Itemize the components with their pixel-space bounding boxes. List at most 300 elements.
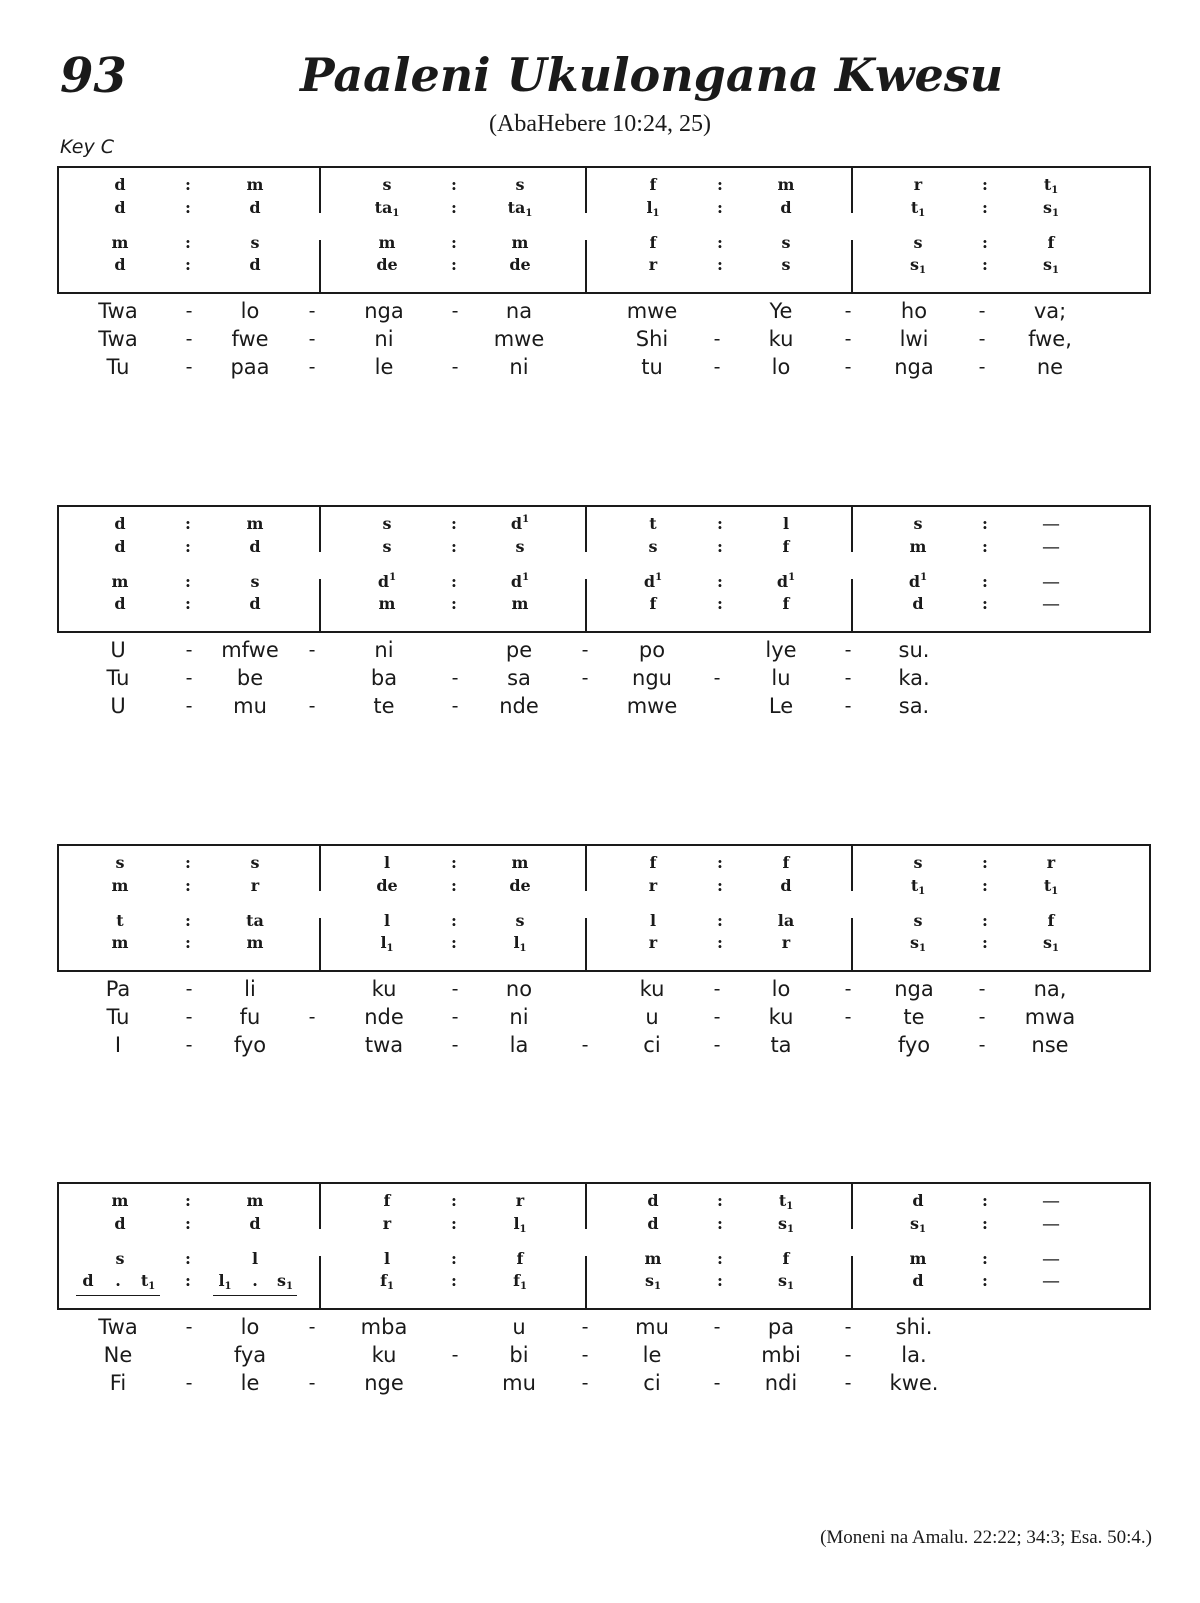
lyric-syllable: ni bbox=[509, 1005, 529, 1029]
lyric-syllable: ndi bbox=[764, 1371, 798, 1395]
lyric-syllable: be bbox=[236, 666, 264, 690]
beat-separator: : bbox=[982, 1191, 988, 1210]
beat-separator: : bbox=[982, 933, 988, 952]
lyric-syllable: Ne bbox=[103, 1343, 133, 1367]
half-beat-underline bbox=[76, 1295, 160, 1296]
note: d bbox=[249, 198, 261, 217]
note: r bbox=[382, 1214, 392, 1233]
lyric-syllable: nge bbox=[364, 1371, 404, 1395]
lyric-syllable: ne bbox=[1036, 355, 1064, 379]
syllable-hyphen: - bbox=[185, 695, 193, 717]
beat-separator: : bbox=[451, 255, 457, 274]
lyric-syllable: lo bbox=[771, 977, 791, 1001]
beat-separator: : bbox=[185, 1214, 191, 1233]
syllable-hyphen: - bbox=[844, 1006, 852, 1028]
note: f bbox=[649, 175, 657, 194]
lyric-syllable: ni bbox=[374, 327, 394, 351]
barline bbox=[851, 579, 853, 631]
barline bbox=[585, 1256, 587, 1308]
note: m bbox=[111, 1191, 129, 1210]
beat-separator: : bbox=[185, 198, 191, 217]
lyric-syllable: nga bbox=[894, 355, 934, 379]
note: $t_1$ bbox=[778, 1191, 794, 1212]
barline bbox=[585, 1182, 587, 1229]
syllable-hyphen: - bbox=[581, 667, 589, 689]
lyric-syllable: na bbox=[505, 299, 533, 323]
beat-separator: : bbox=[185, 933, 191, 952]
note: — bbox=[1042, 514, 1060, 535]
syllable-hyphen: - bbox=[978, 978, 986, 1000]
beat-separator: : bbox=[185, 514, 191, 533]
note: m bbox=[246, 1191, 264, 1210]
lyric-syllable: shi. bbox=[895, 1315, 933, 1339]
barline bbox=[585, 844, 587, 891]
note: $s_1$ bbox=[910, 1214, 926, 1235]
barline bbox=[319, 579, 321, 631]
beat-separator: : bbox=[185, 175, 191, 194]
lyric-syllable: Twa bbox=[98, 1315, 138, 1339]
note: m bbox=[777, 175, 795, 194]
lyric-syllable: nde bbox=[364, 1005, 404, 1029]
beat-separator: : bbox=[451, 933, 457, 952]
note: $d^1$ bbox=[377, 572, 397, 591]
beat-separator: : bbox=[451, 853, 457, 872]
note: $d^1$ bbox=[643, 572, 663, 591]
syllable-hyphen: - bbox=[185, 1034, 193, 1056]
beat-separator: : bbox=[717, 1191, 723, 1210]
hymn-title: Paaleni Ukulongana Kwesu bbox=[300, 48, 1004, 102]
note: r bbox=[1046, 853, 1056, 872]
beat-separator: : bbox=[717, 233, 723, 252]
lyric-syllable: po bbox=[638, 638, 666, 662]
note: $d^1$ bbox=[908, 572, 928, 591]
syllable-hyphen: - bbox=[185, 667, 193, 689]
syllable-hyphen: - bbox=[581, 639, 589, 661]
lyric-syllable: fwe bbox=[231, 327, 269, 351]
beat-separator: : bbox=[451, 233, 457, 252]
lyric-syllable: fyo bbox=[233, 1033, 267, 1057]
lyric-syllable: u bbox=[645, 1005, 659, 1029]
lyric-syllable: ni bbox=[509, 355, 529, 379]
beat-separator: : bbox=[185, 255, 191, 274]
lyric-syllable: pe bbox=[505, 638, 533, 662]
note: d bbox=[249, 537, 261, 556]
lyric-syllable: ni bbox=[374, 638, 394, 662]
syllable-hyphen: - bbox=[185, 1316, 193, 1338]
beat-separator: : bbox=[717, 537, 723, 556]
beat-separator: : bbox=[982, 255, 988, 274]
syllable-hyphen: - bbox=[978, 1034, 986, 1056]
lyric-syllable: ba bbox=[370, 666, 398, 690]
beat-separator: : bbox=[982, 594, 988, 613]
syllable-hyphen: - bbox=[308, 639, 316, 661]
lyric-syllable: lo bbox=[771, 355, 791, 379]
note: d bbox=[114, 537, 126, 556]
note: d bbox=[647, 1214, 659, 1233]
syllable-hyphen: - bbox=[978, 328, 986, 350]
lyric-syllable: la bbox=[509, 1033, 529, 1057]
note: $s_1$ bbox=[910, 933, 926, 954]
lyric-syllable: fyo bbox=[897, 1033, 931, 1057]
note: d bbox=[114, 594, 126, 613]
lyric-syllable: tu bbox=[641, 355, 663, 379]
lyric-syllable: mwe bbox=[493, 327, 545, 351]
key-signature: Key C bbox=[60, 136, 115, 158]
syllable-hyphen: - bbox=[713, 1316, 721, 1338]
note: $l_1$ bbox=[513, 1214, 527, 1235]
note: f bbox=[649, 594, 657, 613]
lyric-syllable: te bbox=[903, 1005, 925, 1029]
beat-separator: : bbox=[451, 1191, 457, 1210]
lyric-syllable: sa bbox=[507, 666, 531, 690]
beat-separator: : bbox=[982, 911, 988, 930]
note: m bbox=[246, 514, 264, 533]
syllable-hyphen: - bbox=[844, 1372, 852, 1394]
note: d bbox=[912, 594, 924, 613]
lyric-syllable: I bbox=[114, 1033, 122, 1057]
note: m bbox=[246, 933, 264, 952]
lyric-syllable: li bbox=[244, 977, 256, 1001]
barline bbox=[851, 1256, 853, 1308]
note: $d^1$ bbox=[510, 514, 530, 533]
beat-separator: : bbox=[982, 1214, 988, 1233]
beat-separator: : bbox=[717, 876, 723, 895]
lyric-syllable: Shi bbox=[635, 327, 669, 351]
syllable-hyphen: - bbox=[185, 300, 193, 322]
note: d bbox=[249, 255, 261, 274]
syllable-hyphen: - bbox=[308, 328, 316, 350]
lyric-syllable: ci bbox=[643, 1371, 661, 1395]
note: d bbox=[780, 876, 792, 895]
note: $s_1$ bbox=[1043, 255, 1059, 276]
syllable-hyphen: - bbox=[978, 356, 986, 378]
lyric-syllable: U bbox=[110, 638, 126, 662]
note: s bbox=[515, 537, 525, 556]
note: r bbox=[913, 175, 923, 194]
syllable-hyphen: - bbox=[451, 695, 459, 717]
note: s bbox=[781, 255, 791, 274]
note: r bbox=[781, 933, 791, 952]
barline bbox=[851, 505, 853, 552]
barline bbox=[319, 240, 321, 292]
lyric-syllable: nde bbox=[499, 694, 539, 718]
syllable-hyphen: - bbox=[844, 356, 852, 378]
syllable-hyphen: - bbox=[844, 1316, 852, 1338]
note: f bbox=[649, 233, 657, 252]
syllable-hyphen: - bbox=[308, 1006, 316, 1028]
note: de bbox=[509, 255, 531, 274]
beat-separator: : bbox=[982, 537, 988, 556]
lyric-syllable: lo bbox=[240, 299, 260, 323]
syllable-hyphen: - bbox=[844, 978, 852, 1000]
note: — bbox=[1042, 572, 1060, 593]
barline bbox=[851, 166, 853, 213]
note: r bbox=[515, 1191, 525, 1210]
beat-separator: : bbox=[982, 853, 988, 872]
note: m bbox=[511, 594, 529, 613]
note: s bbox=[382, 537, 392, 556]
note: f bbox=[782, 594, 790, 613]
beat-separator: : bbox=[717, 1271, 723, 1290]
beat-separator: : bbox=[185, 537, 191, 556]
note: l bbox=[782, 514, 790, 533]
syllable-hyphen: - bbox=[844, 300, 852, 322]
note: la bbox=[777, 911, 795, 930]
note: de bbox=[376, 876, 398, 895]
beat-separator: : bbox=[717, 514, 723, 533]
beat-separator: : bbox=[451, 911, 457, 930]
note: $l_1$ bbox=[380, 933, 394, 954]
syllable-hyphen: - bbox=[713, 1372, 721, 1394]
note: m bbox=[644, 1249, 662, 1268]
note: $s_1$ bbox=[778, 1214, 794, 1235]
barline bbox=[319, 844, 321, 891]
note: t bbox=[649, 514, 657, 533]
note: d bbox=[114, 1214, 126, 1233]
syllable-hyphen: - bbox=[713, 356, 721, 378]
note: s bbox=[115, 853, 125, 872]
syllable-hyphen: - bbox=[185, 328, 193, 350]
note: r bbox=[648, 933, 658, 952]
syllable-hyphen: - bbox=[451, 1344, 459, 1366]
note: f bbox=[1047, 911, 1055, 930]
barline bbox=[851, 918, 853, 970]
note: m bbox=[909, 1249, 927, 1268]
note: l bbox=[649, 911, 657, 930]
note: $d^1$ bbox=[776, 572, 796, 591]
beat-separator: : bbox=[185, 1249, 191, 1268]
note: m bbox=[111, 876, 129, 895]
lyric-syllable: bi bbox=[509, 1343, 529, 1367]
syllable-hyphen: - bbox=[713, 328, 721, 350]
syllable-hyphen: - bbox=[308, 300, 316, 322]
note: r bbox=[250, 876, 260, 895]
note: de bbox=[509, 876, 531, 895]
syllable-hyphen: - bbox=[978, 1006, 986, 1028]
lyric-syllable: Tu bbox=[106, 355, 130, 379]
note: f bbox=[1047, 233, 1055, 252]
beat-separator: : bbox=[451, 594, 457, 613]
note: d bbox=[249, 594, 261, 613]
beat-separator: : bbox=[717, 933, 723, 952]
beat-separator: : bbox=[982, 572, 988, 591]
syllable-hyphen: - bbox=[451, 1034, 459, 1056]
beat-separator: : bbox=[185, 876, 191, 895]
lyric-syllable: te bbox=[373, 694, 395, 718]
syllable-hyphen: - bbox=[844, 639, 852, 661]
lyric-syllable: Pa bbox=[105, 977, 131, 1001]
scripture-reference: (AbaHebere 10:24, 25) bbox=[489, 111, 711, 137]
lyric-syllable: mwa bbox=[1024, 1005, 1076, 1029]
lyric-syllable: ku bbox=[768, 1005, 794, 1029]
note: $t_1$ bbox=[910, 198, 926, 219]
syllable-hyphen: - bbox=[844, 1344, 852, 1366]
beat-separator: : bbox=[185, 572, 191, 591]
syllable-hyphen: - bbox=[581, 1372, 589, 1394]
barline bbox=[585, 240, 587, 292]
syllable-hyphen: - bbox=[185, 356, 193, 378]
hymn-number: 93 bbox=[60, 48, 127, 104]
lyric-syllable: va; bbox=[1033, 299, 1067, 323]
note: $ta_1$ bbox=[374, 198, 400, 219]
note: $s_1$ bbox=[778, 1271, 794, 1292]
syllable-hyphen: - bbox=[185, 978, 193, 1000]
beat-separator: : bbox=[451, 1271, 457, 1290]
beat-separator: : bbox=[717, 572, 723, 591]
beat-separator: : bbox=[717, 1214, 723, 1233]
beat-separator: : bbox=[982, 876, 988, 895]
syllable-hyphen: - bbox=[451, 300, 459, 322]
beat-separator: : bbox=[451, 1214, 457, 1233]
lyric-syllable: mwe bbox=[626, 694, 678, 718]
lyric-syllable: Le bbox=[768, 694, 794, 718]
lyric-syllable: pa bbox=[767, 1315, 795, 1339]
beat-separator: : bbox=[717, 911, 723, 930]
syllable-hyphen: - bbox=[185, 639, 193, 661]
note: s bbox=[515, 175, 525, 194]
lyric-syllable: ku bbox=[371, 977, 397, 1001]
lyric-syllable: mu bbox=[502, 1371, 536, 1395]
syllable-hyphen: - bbox=[581, 1344, 589, 1366]
lyric-syllable: ho bbox=[900, 299, 928, 323]
note: d bbox=[249, 1214, 261, 1233]
note: $t_1$ bbox=[910, 876, 926, 897]
note: s bbox=[250, 853, 260, 872]
note: — bbox=[1042, 1271, 1060, 1292]
lyric-syllable: Twa bbox=[98, 299, 138, 323]
beat-separator: : bbox=[982, 1271, 988, 1290]
barline bbox=[319, 1256, 321, 1308]
note: d bbox=[114, 198, 126, 217]
lyric-syllable: fya bbox=[233, 1343, 267, 1367]
beat-separator: : bbox=[451, 175, 457, 194]
note: m bbox=[511, 853, 529, 872]
syllable-hyphen: - bbox=[844, 328, 852, 350]
beat-separator: : bbox=[717, 594, 723, 613]
lyric-syllable: sa. bbox=[898, 694, 930, 718]
syllable-hyphen: - bbox=[844, 667, 852, 689]
note: $f_1$ bbox=[513, 1271, 527, 1292]
syllable-hyphen: - bbox=[308, 356, 316, 378]
beat-separator: : bbox=[451, 876, 457, 895]
barline bbox=[319, 505, 321, 552]
note: m bbox=[246, 175, 264, 194]
note: m bbox=[909, 537, 927, 556]
beat-separator: : bbox=[185, 853, 191, 872]
syllable-hyphen: - bbox=[451, 978, 459, 1000]
lyric-syllable: twa bbox=[364, 1033, 404, 1057]
note: s bbox=[250, 233, 260, 252]
barline bbox=[851, 844, 853, 891]
barline bbox=[851, 1182, 853, 1229]
note: d bbox=[114, 255, 126, 274]
note: f bbox=[383, 1191, 391, 1210]
syllable-hyphen: - bbox=[844, 695, 852, 717]
syllable-hyphen: - bbox=[978, 300, 986, 322]
barline bbox=[319, 918, 321, 970]
note: m bbox=[111, 933, 129, 952]
beat-separator: : bbox=[982, 514, 988, 533]
lyric-syllable: Ye bbox=[769, 299, 793, 323]
beat-separator: : bbox=[451, 514, 457, 533]
barline bbox=[585, 918, 587, 970]
lyric-syllable: ku bbox=[639, 977, 665, 1001]
note: d bbox=[114, 514, 126, 533]
note: $l_1$ bbox=[646, 198, 660, 219]
beat-separator: : bbox=[185, 233, 191, 252]
lyric-syllable: Twa bbox=[98, 327, 138, 351]
beat-separator: : bbox=[451, 1249, 457, 1268]
note: l bbox=[383, 853, 391, 872]
syllable-hyphen: - bbox=[451, 667, 459, 689]
note: l bbox=[383, 1249, 391, 1268]
note: f bbox=[782, 537, 790, 556]
syllable-hyphen: - bbox=[185, 1372, 193, 1394]
note: f bbox=[516, 1249, 524, 1268]
note: s bbox=[250, 572, 260, 591]
note: $ta_1$ bbox=[507, 198, 533, 219]
lyric-syllable: kwe. bbox=[889, 1371, 939, 1395]
lyric-syllable: fu bbox=[239, 1005, 261, 1029]
note: de bbox=[376, 255, 398, 274]
beat-separator: : bbox=[185, 594, 191, 613]
barline bbox=[319, 1182, 321, 1229]
syllable-hyphen: - bbox=[185, 1006, 193, 1028]
lyric-syllable: nga bbox=[364, 299, 404, 323]
note: s bbox=[913, 233, 923, 252]
note: $s_1$ bbox=[645, 1271, 661, 1292]
lyric-syllable: su. bbox=[898, 638, 930, 662]
note: s bbox=[913, 853, 923, 872]
lyric-syllable: mu bbox=[233, 694, 267, 718]
note: r bbox=[648, 876, 658, 895]
barline bbox=[585, 579, 587, 631]
barline bbox=[585, 505, 587, 552]
note: $t_1$ bbox=[1043, 175, 1059, 196]
lyric-syllable: no bbox=[505, 977, 533, 1001]
beat-separator: : bbox=[451, 537, 457, 556]
note: $s_1$ bbox=[1043, 198, 1059, 219]
note: d bbox=[912, 1191, 924, 1210]
note: m bbox=[511, 233, 529, 252]
lyric-syllable: mfwe bbox=[221, 638, 279, 662]
lyric-syllable: mwe bbox=[626, 299, 678, 323]
note: $s_1$ bbox=[910, 255, 926, 276]
note: s bbox=[115, 1249, 125, 1268]
lyric-syllable: ci bbox=[643, 1033, 661, 1057]
syllable-hyphen: - bbox=[581, 1034, 589, 1056]
lyric-syllable: ka. bbox=[898, 666, 930, 690]
lyric-syllable: nga bbox=[894, 977, 934, 1001]
beat-separator: : bbox=[717, 198, 723, 217]
beat-separator: : bbox=[717, 1249, 723, 1268]
lyric-syllable: Tu bbox=[106, 1005, 130, 1029]
beat-separator: : bbox=[717, 175, 723, 194]
lyric-syllable: u bbox=[512, 1315, 526, 1339]
note: $t_1$ bbox=[1043, 876, 1059, 897]
syllable-hyphen: - bbox=[713, 667, 721, 689]
lyric-syllable: na, bbox=[1033, 977, 1067, 1001]
beat-separator: : bbox=[717, 255, 723, 274]
note: f bbox=[782, 1249, 790, 1268]
beat-separator: : bbox=[717, 853, 723, 872]
note: d bbox=[647, 1191, 659, 1210]
lyric-syllable: fwe, bbox=[1028, 327, 1072, 351]
lyric-syllable: lu bbox=[771, 666, 791, 690]
beat-separator: : bbox=[451, 198, 457, 217]
note: s bbox=[648, 537, 658, 556]
syllable-hyphen: - bbox=[308, 1372, 316, 1394]
